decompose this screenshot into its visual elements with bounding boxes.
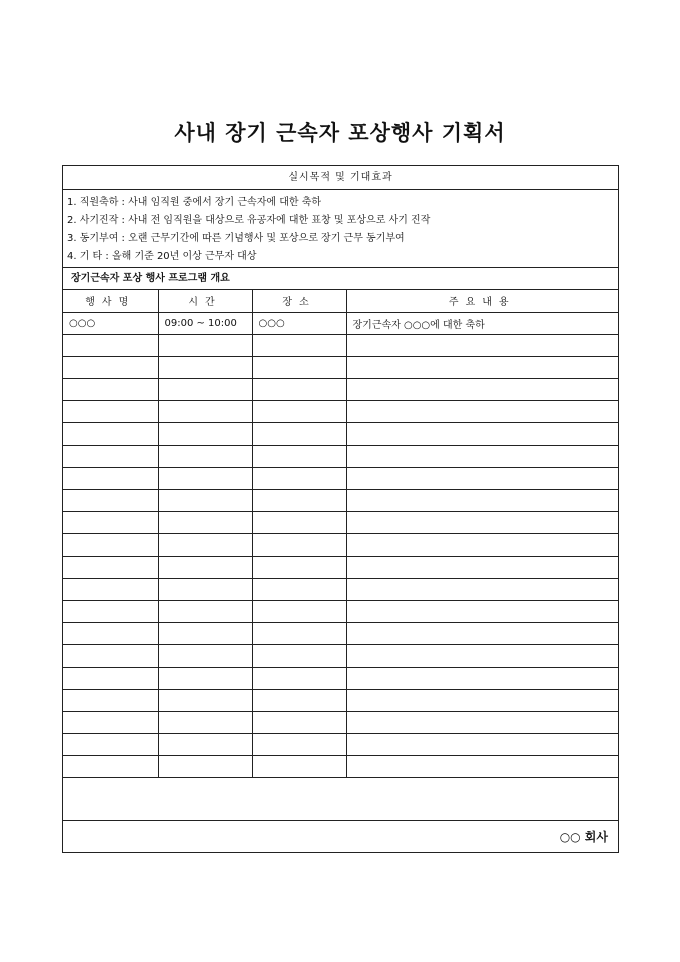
cell-event-name[interactable] bbox=[63, 534, 158, 556]
table-row bbox=[63, 334, 618, 356]
cell-time[interactable] bbox=[158, 600, 252, 622]
table-row bbox=[63, 756, 618, 778]
table-row bbox=[63, 512, 618, 534]
table-row bbox=[63, 423, 618, 445]
cell-time[interactable] bbox=[158, 512, 252, 534]
cell-time[interactable] bbox=[158, 623, 252, 645]
cell-event-name[interactable]: ○○○ bbox=[63, 312, 158, 334]
cell-main-content[interactable]: 장기근속자 ○○○에 대한 축하 bbox=[346, 312, 618, 334]
cell-event-name[interactable] bbox=[63, 711, 158, 733]
purpose-item: 3. 동기부여 : 오랜 근무기간에 따른 기념행사 및 포상으로 장기 근무 동기부여 bbox=[67, 233, 405, 244]
plan-form bbox=[62, 165, 619, 853]
cell-time[interactable] bbox=[158, 667, 252, 689]
cell-time[interactable] bbox=[158, 445, 252, 467]
purpose-item: 1. 직원축하 : 사내 임직원 중에서 장기 근속자에 대한 축하 bbox=[67, 197, 322, 208]
cell-place[interactable] bbox=[252, 467, 346, 489]
table-row bbox=[63, 623, 618, 645]
cell-place[interactable] bbox=[252, 512, 346, 534]
table-row bbox=[63, 600, 618, 622]
cell-time[interactable] bbox=[158, 734, 252, 756]
cell-event-name[interactable] bbox=[63, 623, 158, 645]
table-row bbox=[63, 734, 618, 756]
cell-main-content[interactable] bbox=[346, 423, 618, 445]
cell-place[interactable] bbox=[252, 645, 346, 667]
cell-place[interactable] bbox=[252, 556, 346, 578]
cell-place[interactable] bbox=[252, 490, 346, 512]
cell-place[interactable] bbox=[252, 667, 346, 689]
cell-place[interactable] bbox=[252, 445, 346, 467]
table-row bbox=[63, 490, 618, 512]
table-header-row bbox=[63, 290, 618, 312]
cell-event-name[interactable] bbox=[63, 756, 158, 778]
table-row bbox=[63, 534, 618, 556]
table-row bbox=[63, 445, 618, 467]
cell-event-name[interactable] bbox=[63, 334, 158, 356]
cell-place[interactable] bbox=[252, 734, 346, 756]
cell-time[interactable] bbox=[158, 534, 252, 556]
cell-time[interactable] bbox=[158, 356, 252, 378]
cell-main-content[interactable] bbox=[346, 445, 618, 467]
cell-main-content[interactable] bbox=[346, 756, 618, 778]
cell-event-name[interactable] bbox=[63, 401, 158, 423]
cell-main-content[interactable] bbox=[346, 379, 618, 401]
cell-main-content[interactable] bbox=[346, 667, 618, 689]
cell-event-name[interactable] bbox=[63, 600, 158, 622]
cell-time[interactable] bbox=[158, 334, 252, 356]
table-row bbox=[63, 578, 618, 600]
cell-time[interactable] bbox=[158, 556, 252, 578]
cell-place[interactable] bbox=[252, 423, 346, 445]
purpose-list bbox=[63, 190, 618, 268]
cell-place[interactable] bbox=[252, 623, 346, 645]
table-row bbox=[63, 645, 618, 667]
cell-main-content[interactable] bbox=[346, 578, 618, 600]
cell-main-content[interactable] bbox=[346, 645, 618, 667]
table-row bbox=[63, 312, 618, 334]
program-table bbox=[63, 290, 618, 778]
column-header-time: 시간 bbox=[158, 290, 252, 312]
cell-place[interactable] bbox=[252, 379, 346, 401]
table-row bbox=[63, 556, 618, 578]
cell-time[interactable] bbox=[158, 645, 252, 667]
cell-time[interactable] bbox=[158, 423, 252, 445]
table-row bbox=[63, 689, 618, 711]
cell-time[interactable]: 09:00 ~ 10:00 bbox=[158, 312, 252, 334]
cell-place[interactable] bbox=[252, 356, 346, 378]
cell-main-content[interactable] bbox=[346, 334, 618, 356]
cell-place[interactable] bbox=[252, 534, 346, 556]
cell-main-content[interactable] bbox=[346, 356, 618, 378]
cell-event-name[interactable] bbox=[63, 667, 158, 689]
cell-main-content[interactable] bbox=[346, 534, 618, 556]
cell-place[interactable] bbox=[252, 689, 346, 711]
cell-time[interactable] bbox=[158, 490, 252, 512]
cell-time[interactable] bbox=[158, 401, 252, 423]
cell-place[interactable] bbox=[252, 711, 346, 733]
cell-place[interactable]: ○○○ bbox=[252, 312, 346, 334]
table-row bbox=[63, 379, 618, 401]
cell-main-content[interactable] bbox=[346, 711, 618, 733]
purpose-item: 4. 기 타 : 올해 기준 20년 이상 근무자 대상 bbox=[67, 251, 257, 262]
cell-event-name[interactable] bbox=[63, 645, 158, 667]
cell-main-content[interactable] bbox=[346, 512, 618, 534]
cell-place[interactable] bbox=[252, 578, 346, 600]
cell-event-name[interactable] bbox=[63, 356, 158, 378]
cell-main-content[interactable] bbox=[346, 556, 618, 578]
column-header-main-content: 주요내용 bbox=[346, 290, 618, 312]
cell-main-content[interactable] bbox=[346, 689, 618, 711]
table-row bbox=[63, 401, 618, 423]
purpose-item: 2. 사기진작 : 사내 전 임직원을 대상으로 유공자에 대한 표창 및 포상으로 사기 진작 bbox=[67, 215, 431, 226]
cell-event-name[interactable] bbox=[63, 445, 158, 467]
cell-event-name[interactable] bbox=[63, 578, 158, 600]
cell-main-content[interactable] bbox=[346, 600, 618, 622]
table-row bbox=[63, 356, 618, 378]
cell-place[interactable] bbox=[252, 401, 346, 423]
cell-main-content[interactable] bbox=[346, 734, 618, 756]
cell-main-content[interactable] bbox=[346, 490, 618, 512]
cell-event-name[interactable] bbox=[63, 734, 158, 756]
cell-main-content[interactable] bbox=[346, 401, 618, 423]
cell-time[interactable] bbox=[158, 467, 252, 489]
table-row bbox=[63, 711, 618, 733]
cell-event-name[interactable] bbox=[63, 556, 158, 578]
program-section-header: 장기근속자 포상 행사 프로그램 개요 bbox=[63, 268, 618, 290]
cell-main-content[interactable] bbox=[346, 623, 618, 645]
cell-time[interactable] bbox=[158, 379, 252, 401]
table-row bbox=[63, 667, 618, 689]
cell-event-name[interactable] bbox=[63, 379, 158, 401]
column-header-event-name: 행사명 bbox=[63, 290, 158, 312]
cell-time[interactable] bbox=[158, 711, 252, 733]
cell-time[interactable] bbox=[158, 578, 252, 600]
cell-place[interactable] bbox=[252, 600, 346, 622]
cell-event-name[interactable] bbox=[63, 423, 158, 445]
cell-time[interactable] bbox=[158, 756, 252, 778]
cell-event-name[interactable] bbox=[63, 490, 158, 512]
cell-place[interactable] bbox=[252, 756, 346, 778]
purpose-section-header: 실시목적 및 기대효과 bbox=[63, 166, 618, 190]
company-signature: ○○ 회사 bbox=[63, 820, 618, 852]
cell-event-name[interactable] bbox=[63, 689, 158, 711]
cell-time[interactable] bbox=[158, 689, 252, 711]
cell-main-content[interactable] bbox=[346, 467, 618, 489]
cell-event-name[interactable] bbox=[63, 467, 158, 489]
document-title: 사내 장기 근속자 포상행사 기획서 bbox=[174, 121, 506, 145]
cell-event-name[interactable] bbox=[63, 512, 158, 534]
column-header-place: 장소 bbox=[252, 290, 346, 312]
table-row bbox=[63, 467, 618, 489]
cell-place[interactable] bbox=[252, 334, 346, 356]
